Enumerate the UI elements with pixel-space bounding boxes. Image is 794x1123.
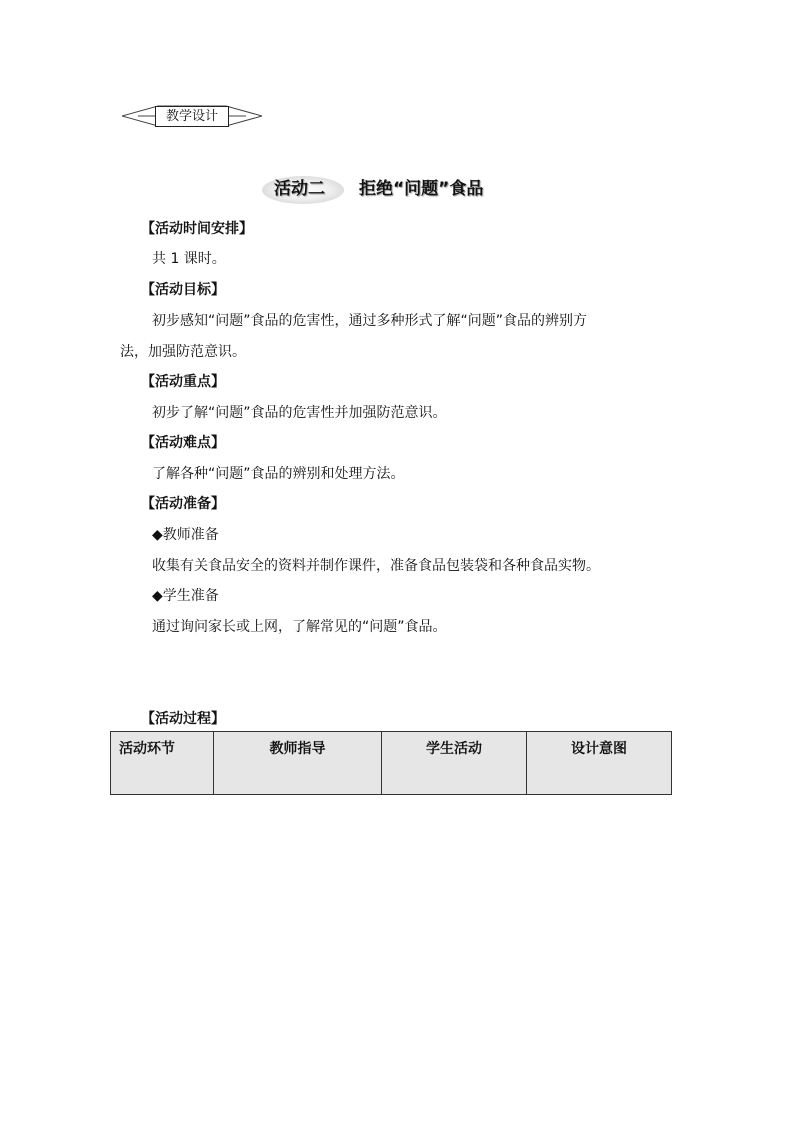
heading-time: 【活动时间安排】	[141, 221, 253, 237]
goal-line-1: 初步感知“问题”食品的危害性，通过多种形式了解“问题”食品的辨别方	[152, 313, 588, 329]
goal-line-2: 法，加强防范意识。	[120, 344, 246, 360]
teacher-prep-label: ◆教师准备	[152, 527, 219, 543]
heading-goal: 【活动目标】	[141, 282, 225, 298]
heading-focus: 【活动重点】	[141, 374, 225, 390]
process-table	[110, 731, 672, 795]
page-title: 拒绝“问题”食品	[359, 179, 484, 199]
header-stage-label: 活动环节	[119, 741, 175, 757]
heading-prep: 【活动准备】	[141, 496, 225, 512]
header-cell-teacher	[214, 732, 382, 795]
student-prep-text: 通过询问家长或上网，了解常见的“问题”食品。	[152, 619, 447, 635]
header-cell-stage	[111, 732, 214, 795]
focus-text: 初步了解“问题”食品的危害性并加强防范意识。	[152, 405, 447, 421]
student-prep-label: ◆学生准备	[152, 588, 219, 604]
header-teacher-label: 教师指导	[269, 741, 326, 757]
table-header-row	[111, 732, 672, 795]
banner-label: 教学设计	[155, 106, 229, 127]
header-student-label: 学生活动	[426, 741, 482, 757]
header-cell-intent	[527, 732, 672, 795]
difficulty-text: 了解各种“问题”食品的辨别和处理方法。	[152, 466, 405, 482]
activity-tag: 活动二	[274, 179, 325, 199]
heading-difficulty: 【活动难点】	[141, 435, 225, 451]
header-cell-student	[382, 732, 527, 795]
header-intent-label: 设计意图	[571, 741, 627, 757]
teacher-prep-text: 收集有关食品安全的资料并制作课件，准备食品包装袋和各种食品实物。	[152, 558, 600, 574]
heading-process: 【活动过程】	[141, 711, 225, 727]
time-text: 共 1 课时。	[152, 251, 226, 267]
